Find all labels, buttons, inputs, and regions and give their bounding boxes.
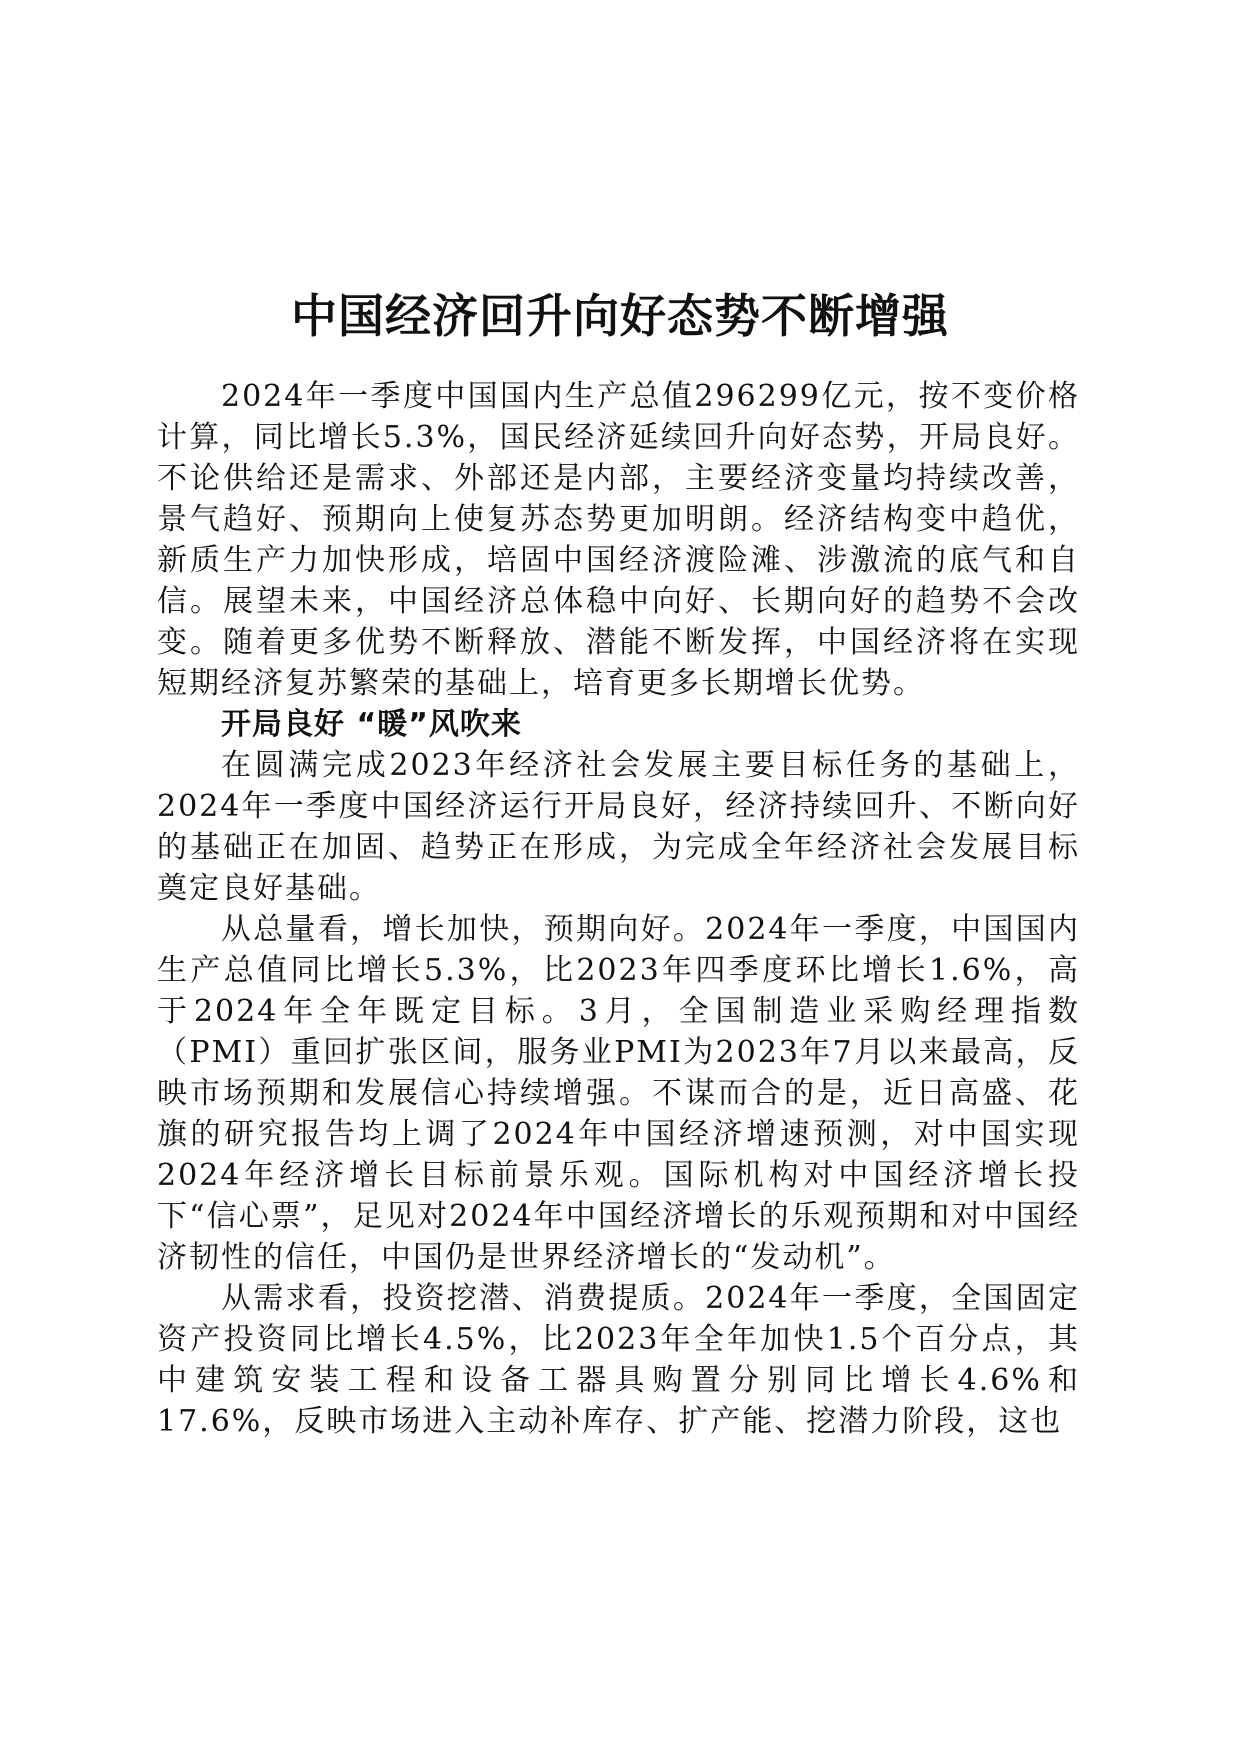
paragraph-intro: 2024年一季度中国国内生产总值296299亿元，按不变价格计算，同比增长5.3%，国民经济延续回升向好态势，开局良好。不论供给还是需求、外部还是内部，主要经济变量均持续改善，景气趋好、预期向上使复苏态势更加明朗。经济结构变中趋优，新质生产力加快形成，培固中国经济渡险滩、涉激流的底气和自信。展望未来，中国经济总体稳中向好、长期向好的趋势不会改变。随着更多优势不断释放、潜能不断发挥，中国经济将在实现短期经济复苏繁荣的基础上，培育更多长期增长优势。 xyxy=(157,379,1080,701)
paragraph-demand: 从需求看，投资挖潜、消费提质。2024年一季度，全国固定资产投资同比增长4.5%，比2023年全年加快1.5个百分点，其中建筑安装工程和设备工器具购置分别同比增长4.6%和17.6%，反映市场进入主动补库存、扩产能、挖潜力阶段，这也 xyxy=(157,1281,1080,1439)
paragraph-foundation: 在圆满完成2023年经济社会发展主要目标任务的基础上，2024年一季度中国经济运行开局良好，经济持续回升、不断向好的基础正在加固、趋势正在形成，为完成全年经济社会发展目标奠定良好基础。 xyxy=(157,748,1080,906)
article-title: 中国经济回升向好态势不断增强 xyxy=(291,288,949,343)
article-body xyxy=(157,376,1080,1442)
paragraph-total-output: 从总量看，增长加快，预期向好。2024年一季度，中国国内生产总值同比增长5.3%，比2023年四季度环比增长1.6%，高于2024年全年既定目标。3月，全国制造业采购经理指数（PMI）重回扩张区间，服务业PMI为2023年7月以来最高，反映市场预期和发展信心持续增强。不谋而合的是，近日高盛、花旗的研究报告均上调了2024年中国经济增速预测，对中国实现2024年经济增长目标前景乐观。国际机构对中国经济增长投下“信心票”，足见对2024年中国经济增长的乐观预期和对中国经济韧性的信任，中国仍是世界经济增长的“发动机”。 xyxy=(157,912,1080,1275)
section-heading: 开局良好 “暖”风吹来 xyxy=(221,707,522,742)
